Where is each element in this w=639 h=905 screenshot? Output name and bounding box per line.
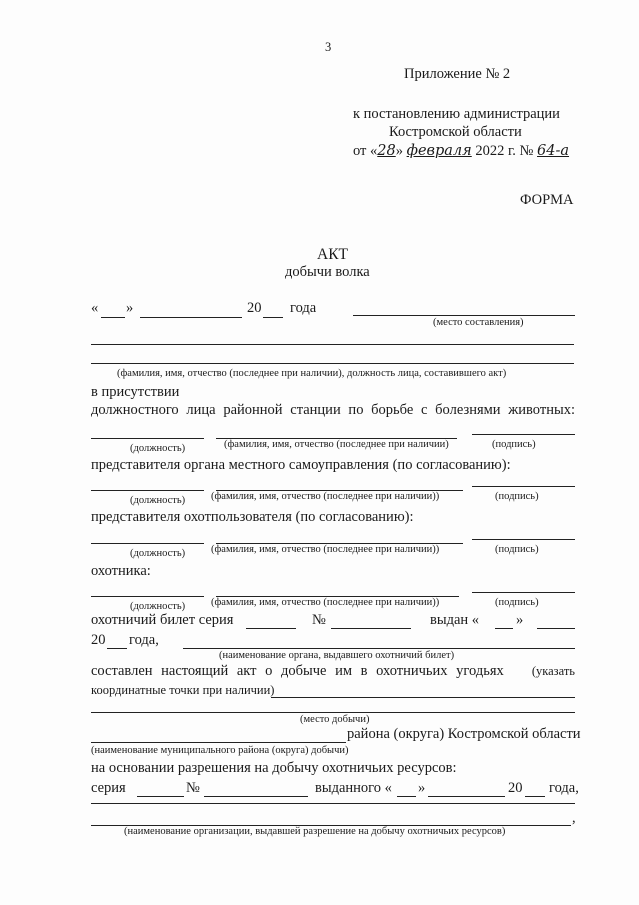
position-blank bbox=[91, 543, 204, 544]
position-caption: (должность) bbox=[130, 548, 186, 559]
ticket-close-quote: » bbox=[516, 612, 524, 628]
date-prefix: от « bbox=[353, 143, 378, 159]
district-caption: (наименование муниципального района (округа) добычи) bbox=[91, 745, 349, 756]
date-century: 20 bbox=[247, 300, 262, 316]
compiled-line bbox=[91, 663, 575, 680]
resolution-date bbox=[353, 143, 569, 160]
permit-close-quote: » bbox=[418, 780, 426, 796]
place-of-kill-caption: (место добычи) bbox=[300, 714, 370, 725]
ticket-series-blank bbox=[246, 628, 296, 629]
district-blank bbox=[91, 742, 346, 743]
date-year: 2022 г. № bbox=[471, 143, 534, 159]
signature-caption: (подпись) bbox=[495, 544, 539, 555]
ticket-number-blank bbox=[331, 628, 411, 629]
in-presence-label: в присутствии bbox=[91, 384, 180, 400]
page-number: 3 bbox=[325, 40, 332, 54]
date-close-quote: » bbox=[126, 300, 134, 316]
coordinates-label: координатные точки при наличии) bbox=[91, 683, 275, 697]
document-title: АКТ bbox=[317, 246, 348, 263]
date-open-quote: « bbox=[91, 300, 99, 316]
place-caption: (место составления) bbox=[433, 317, 524, 328]
ticket-num-label: № bbox=[312, 612, 326, 628]
month-blank bbox=[140, 317, 242, 318]
ticket-month-blank bbox=[537, 628, 575, 629]
place-blank bbox=[353, 315, 575, 316]
signature-blank bbox=[472, 486, 575, 487]
region-label: Костромской области bbox=[389, 124, 522, 140]
appendix-label: Приложение № 2 bbox=[404, 66, 511, 82]
permit-month-blank bbox=[428, 796, 505, 797]
permit-issued-label: выданного « bbox=[315, 780, 392, 796]
position-caption: (должность) bbox=[130, 601, 186, 612]
permit-year-blank bbox=[525, 796, 545, 797]
fio-caption: (фамилия, имя, отчество (последнее при наличии)) bbox=[211, 544, 440, 555]
position-blank bbox=[91, 438, 204, 439]
year-blank bbox=[263, 317, 283, 318]
signature-blank bbox=[472, 434, 575, 435]
coordinates-blank bbox=[271, 697, 575, 698]
ticket-org-caption: (наименование органа, выдавшего охотничий билет) bbox=[219, 650, 455, 661]
permit-series-blank bbox=[137, 796, 184, 797]
signature-caption: (подпись) bbox=[495, 597, 539, 608]
hunter-label: охотника: bbox=[91, 563, 151, 579]
permit-day-blank bbox=[397, 796, 416, 797]
fio-caption: (фамилия, имя, отчество (последнее при наличии) bbox=[224, 439, 449, 450]
ticket-year-label: года, bbox=[129, 632, 159, 648]
signature-caption: (подпись) bbox=[492, 439, 536, 450]
signature-blank bbox=[472, 592, 575, 593]
compiled-text: составлен настоящий акт о добыче им в охотничьих угодьях bbox=[91, 663, 504, 679]
day-blank bbox=[101, 317, 125, 318]
local-gov-label: представителя органа местного самоуправления (по согласованию): bbox=[91, 457, 511, 473]
position-caption: (должность) bbox=[130, 495, 186, 506]
place-of-kill-blank bbox=[91, 712, 575, 713]
district-label: района (округа) Костромской области bbox=[347, 726, 581, 742]
year-word: года bbox=[290, 300, 317, 316]
ticket-day-blank bbox=[495, 628, 513, 629]
fio-caption: (фамилия, имя, отчество (последнее при наличии)) bbox=[211, 491, 440, 502]
permit-num-label: № bbox=[186, 780, 200, 796]
resolution-label: к постановлению администрации bbox=[353, 106, 560, 122]
compiler-blank-1 bbox=[91, 344, 574, 345]
hunt-user-label: представителя охотпользователя (по согласованию): bbox=[91, 509, 414, 525]
fio-caption: (фамилия, имя, отчество (последнее при наличии)) bbox=[211, 597, 440, 608]
document-subtitle: добычи волка bbox=[285, 264, 370, 280]
date-mid: » bbox=[395, 143, 407, 159]
compiled-note: (указать bbox=[531, 664, 575, 678]
permit-series-label: серия bbox=[91, 780, 126, 796]
ticket-year-blank bbox=[107, 648, 127, 649]
ticket-org-blank bbox=[183, 648, 575, 649]
permit-basis-label: на основании разрешения на добычу охотничьих ресурсов: bbox=[91, 760, 457, 776]
signature-caption: (подпись) bbox=[495, 491, 539, 502]
compiler-caption: (фамилия, имя, отчество (последнее при наличии), должность лица, составившего акт) bbox=[117, 368, 507, 379]
ticket-prefix: охотничий билет серия bbox=[91, 612, 234, 628]
permit-comma: , bbox=[572, 810, 576, 826]
permit-year-label: года, bbox=[549, 780, 579, 796]
vet-official-label: должностного лица районной станции по борьбе с болезнями животных: bbox=[91, 402, 575, 418]
position-caption: (должность) bbox=[130, 443, 186, 454]
permit-number-blank bbox=[204, 796, 308, 797]
position-blank bbox=[91, 596, 204, 597]
signature-blank bbox=[472, 539, 575, 540]
ticket-century: 20 bbox=[91, 632, 106, 648]
position-blank bbox=[91, 490, 204, 491]
form-label: ФОРМА bbox=[520, 192, 574, 208]
date-month: февраля bbox=[406, 143, 472, 159]
permit-org-caption: (наименование организации, выдавшей разрешение на добычу охотничьих ресурсов) bbox=[124, 826, 506, 837]
permit-org-blank-1 bbox=[91, 803, 575, 804]
compiler-blank-2 bbox=[91, 363, 574, 364]
ticket-issued-label: выдан « bbox=[430, 612, 480, 628]
permit-century: 20 bbox=[508, 780, 523, 796]
date-number: 64-а bbox=[537, 143, 570, 159]
date-day: 28 bbox=[377, 143, 396, 159]
